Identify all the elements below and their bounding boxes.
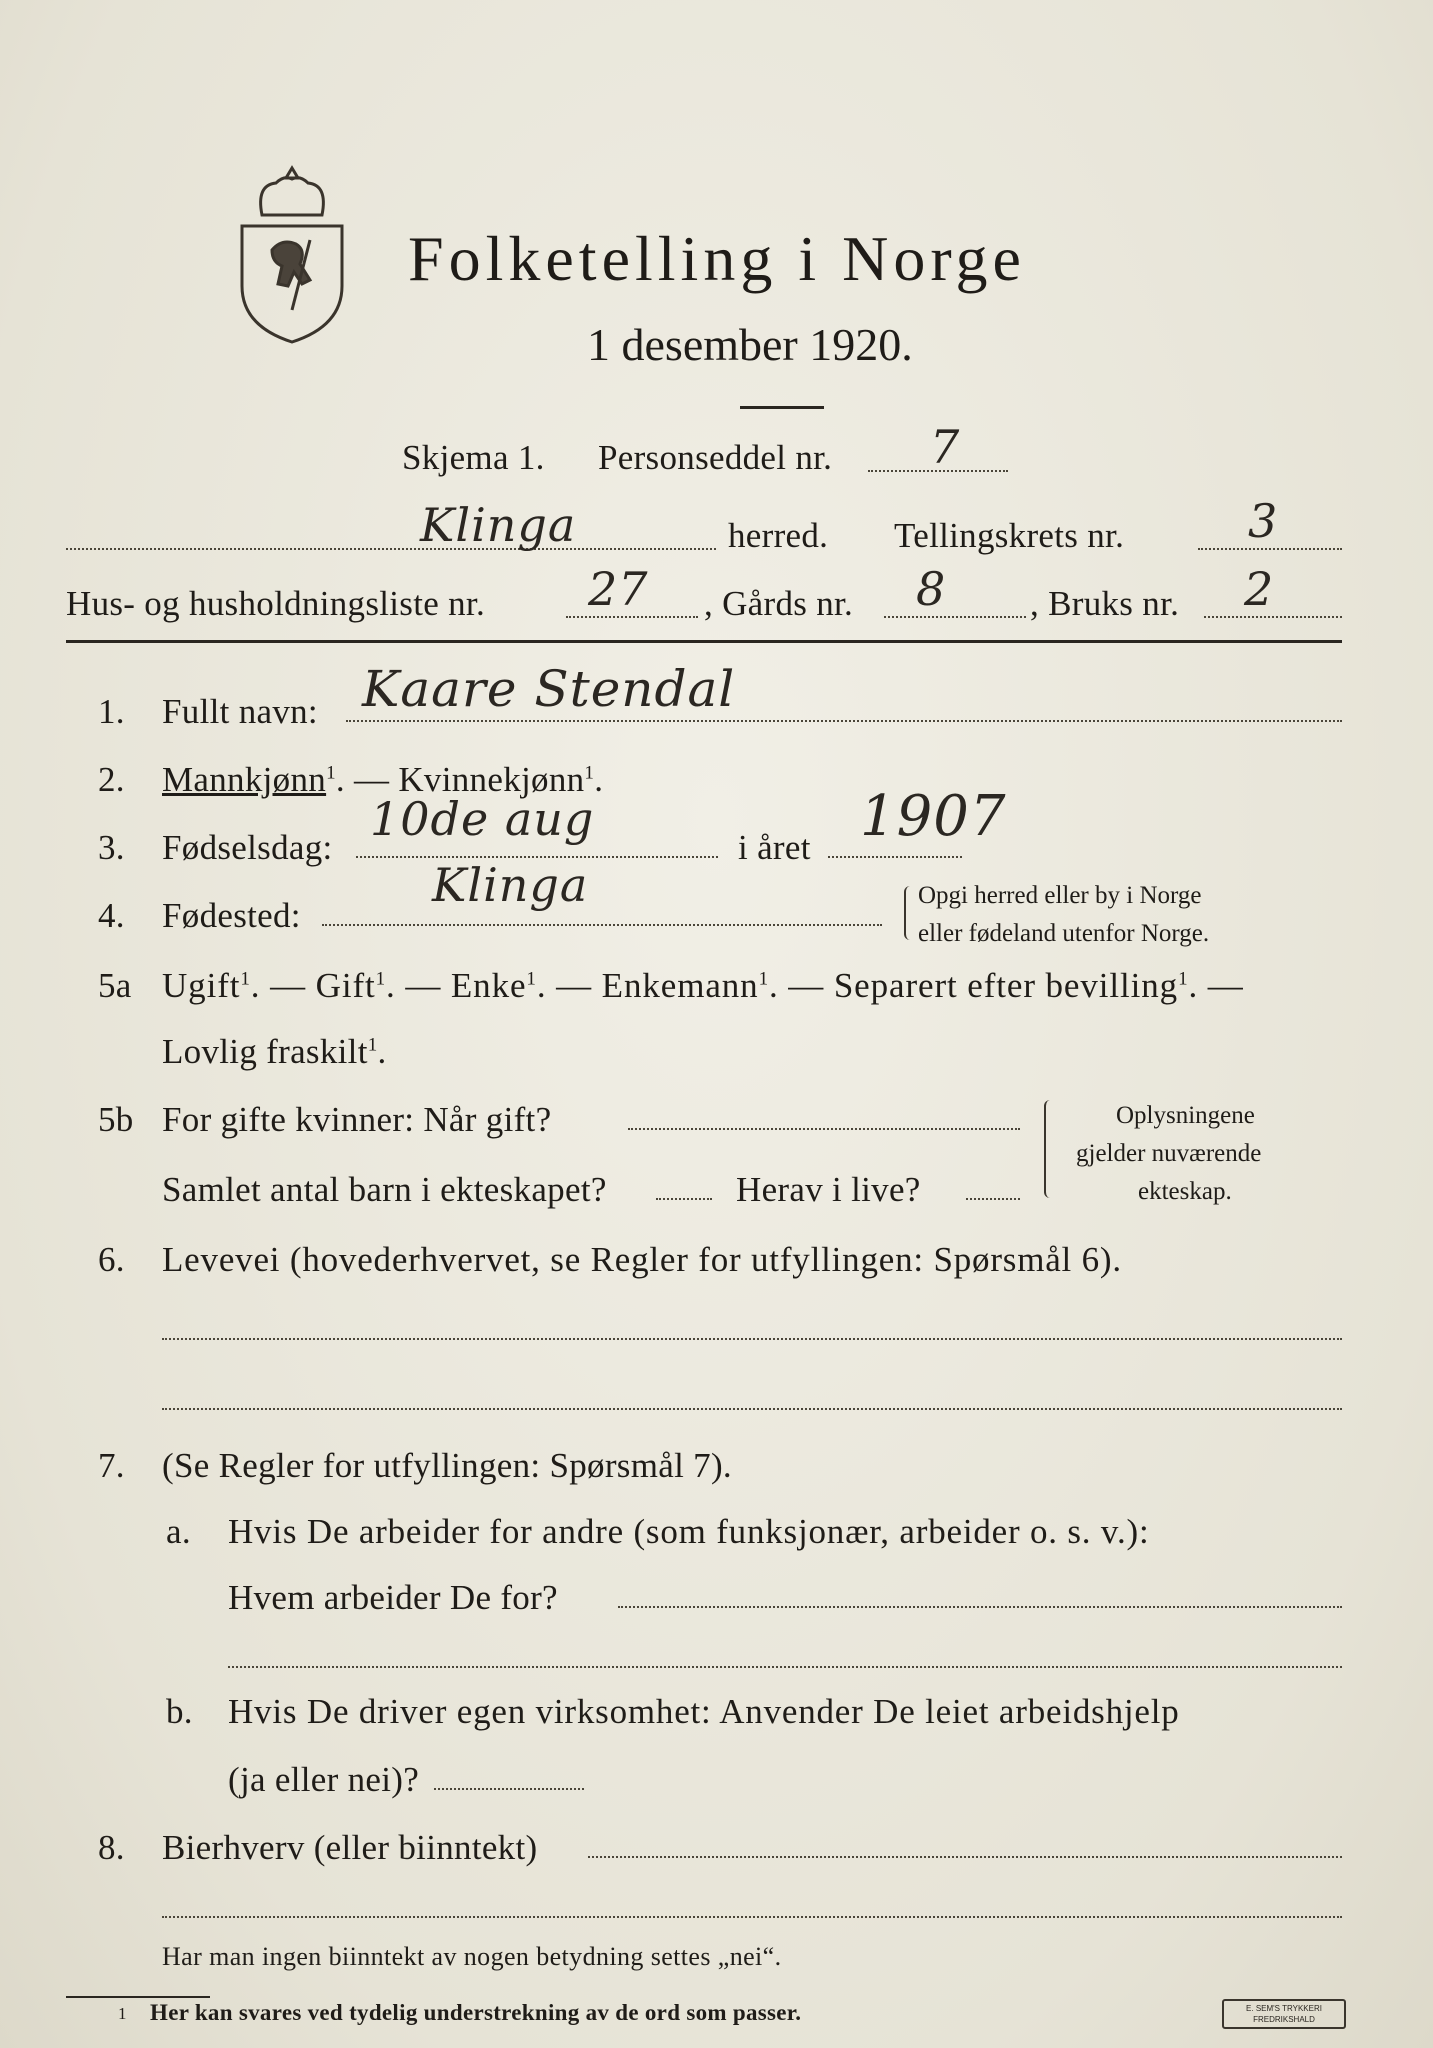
q5b-number: 5b: [98, 1100, 134, 1139]
q5b-note-line3: ekteskap.: [1138, 1178, 1232, 1205]
q5b-note-line2: gjelder nuværende: [1076, 1140, 1262, 1167]
q7b-question: (ja eller nei)?: [228, 1760, 420, 1799]
q4-label: Fødested:: [162, 896, 301, 935]
herav-dots: [966, 1198, 1020, 1200]
separert-option[interactable]: . — Separert efter bevilling: [768, 966, 1179, 1005]
birthplace-value[interactable]: Klinga: [432, 858, 589, 912]
q5a-options: Ugift$^1$. — Gift$^1$. — Enke$^1$. — Enkemann$^1$. — Separert efter bevilling$^1$. —: [162, 966, 1244, 1005]
herred-label: herred.: [728, 516, 829, 555]
q6-line2: [162, 1408, 1342, 1410]
year-label: i året: [738, 828, 811, 867]
gards-dots: [884, 616, 1026, 618]
husliste-dots: [566, 616, 698, 618]
q7a-dots: [618, 1606, 1342, 1608]
q7-number: 7.: [98, 1446, 125, 1485]
q6-label: Levevei (hovederhvervet, se Regler for utfyllingen: Spørsmål 6).: [162, 1240, 1122, 1279]
q7a-label: Hvis De arbeider for andre (som funksjonær, arbeider o. s. v.):: [228, 1512, 1150, 1551]
skjema-label: Skjema 1.: [402, 438, 545, 477]
fraskilt-option[interactable]: Lovlig fraskilt: [162, 1032, 368, 1071]
enke-option[interactable]: . — Enke: [386, 966, 527, 1005]
bruks-label: , Bruks nr.: [1030, 584, 1180, 623]
birth-year-value[interactable]: 1907: [860, 784, 1007, 849]
q2-options: Mannkjønn$^1$. — Kvinnekjønn$^1$.: [162, 760, 604, 799]
q6-line1: [162, 1338, 1342, 1340]
tellingskrets-dots: [1198, 548, 1342, 550]
q1-number: 1.: [98, 692, 125, 731]
q8-line2: [162, 1916, 1342, 1918]
year-dots: [828, 856, 962, 858]
printer-imprint: E. SEM'S TRYKKERI FREDRIKSHALD: [1222, 1999, 1346, 2029]
q3-number: 3.: [98, 828, 125, 867]
q5a-number: 5a: [98, 966, 132, 1005]
footer-note: Har man ingen biinntekt av nogen betydning settes „nei“.: [162, 1942, 782, 1971]
q7a-question: Hvem arbeider De for?: [228, 1578, 558, 1617]
tellingskrets-value[interactable]: 3: [1248, 494, 1279, 548]
footnote-number: 1: [118, 2004, 127, 2023]
q7a-line2: [228, 1666, 1342, 1668]
q8-label: Bierhverv (eller biinntekt): [162, 1828, 538, 1867]
q7-label: (Se Regler for utfyllingen: Spørsmål 7).: [162, 1446, 732, 1485]
gards-label: , Gårds nr.: [704, 584, 854, 623]
q4-note-line1: Opgi herred eller by i Norge: [918, 882, 1202, 909]
coat-of-arms-icon: [232, 160, 352, 345]
header-rule: [66, 640, 1342, 643]
mannkjonn-option[interactable]: Mannkjønn: [162, 760, 327, 799]
q5b-note-line1: Oplysningene: [1116, 1102, 1255, 1129]
q5a-line2: Lovlig fraskilt$^1$.: [162, 1032, 387, 1071]
census-date: 1 desember 1920.: [587, 319, 913, 370]
q5b-label2: Samlet antal barn i ekteskapet?: [162, 1170, 607, 1209]
title-divider: [740, 406, 824, 409]
footnote-rule: [66, 1996, 210, 1998]
q4-brace: [904, 886, 914, 940]
gards-value[interactable]: 8: [916, 562, 947, 616]
q7b-dots: [434, 1788, 584, 1790]
ugift-option[interactable]: Ugift: [162, 966, 241, 1005]
q8-number: 8.: [98, 1828, 125, 1867]
q3-label: Fødselsdag:: [162, 828, 333, 867]
tellingskrets-label: Tellingskrets nr.: [894, 516, 1125, 555]
footnote-text: Her kan svares ved tydelig understrekning av de ord som passer.: [150, 2000, 802, 2025]
bruks-value[interactable]: 2: [1244, 562, 1275, 616]
gift-option[interactable]: . — Gift: [250, 966, 376, 1005]
enkemann-option[interactable]: . — Enkemann: [536, 966, 759, 1005]
kvinnekjonn-option[interactable]: Kvinnekjønn: [398, 760, 585, 799]
personseddel-label: Personseddel nr.: [598, 438, 833, 477]
personseddel-value[interactable]: 7: [930, 420, 961, 474]
q7b-number: b.: [166, 1692, 193, 1731]
q7b-label: Hvis De driver egen virksomhet: Anvender De leiet arbeidshjelp: [228, 1692, 1180, 1731]
barn-dots: [656, 1198, 712, 1200]
q4-number: 4.: [98, 896, 125, 935]
q7a-number: a.: [166, 1512, 191, 1551]
q4-note-line2: eller fødeland utenfor Norge.: [918, 920, 1210, 947]
q2-number: 2.: [98, 760, 125, 799]
q4-dots: [322, 924, 882, 926]
q1-label: Fullt navn:: [162, 692, 318, 731]
q1-dots: [346, 720, 1342, 722]
q6-number: 6.: [98, 1240, 125, 1279]
nar-gift-dots: [628, 1128, 1020, 1130]
herred-dots: [66, 548, 716, 550]
q5b-brace: [1044, 1100, 1054, 1198]
full-name-value[interactable]: Kaare Stendal: [362, 660, 736, 718]
husliste-label: Hus- og husholdningsliste nr.: [66, 584, 485, 623]
form-title: Folketelling i Norge: [408, 223, 1026, 294]
birthday-value[interactable]: 10de aug: [370, 792, 595, 846]
bruks-dots: [1204, 616, 1342, 618]
husliste-value[interactable]: 27: [588, 562, 649, 616]
q8-dots: [588, 1856, 1342, 1858]
herred-value[interactable]: Klinga: [420, 498, 577, 552]
q5b-label1: For gifte kvinner: Når gift?: [162, 1100, 552, 1139]
q5b-label3: Herav i live?: [736, 1170, 921, 1209]
